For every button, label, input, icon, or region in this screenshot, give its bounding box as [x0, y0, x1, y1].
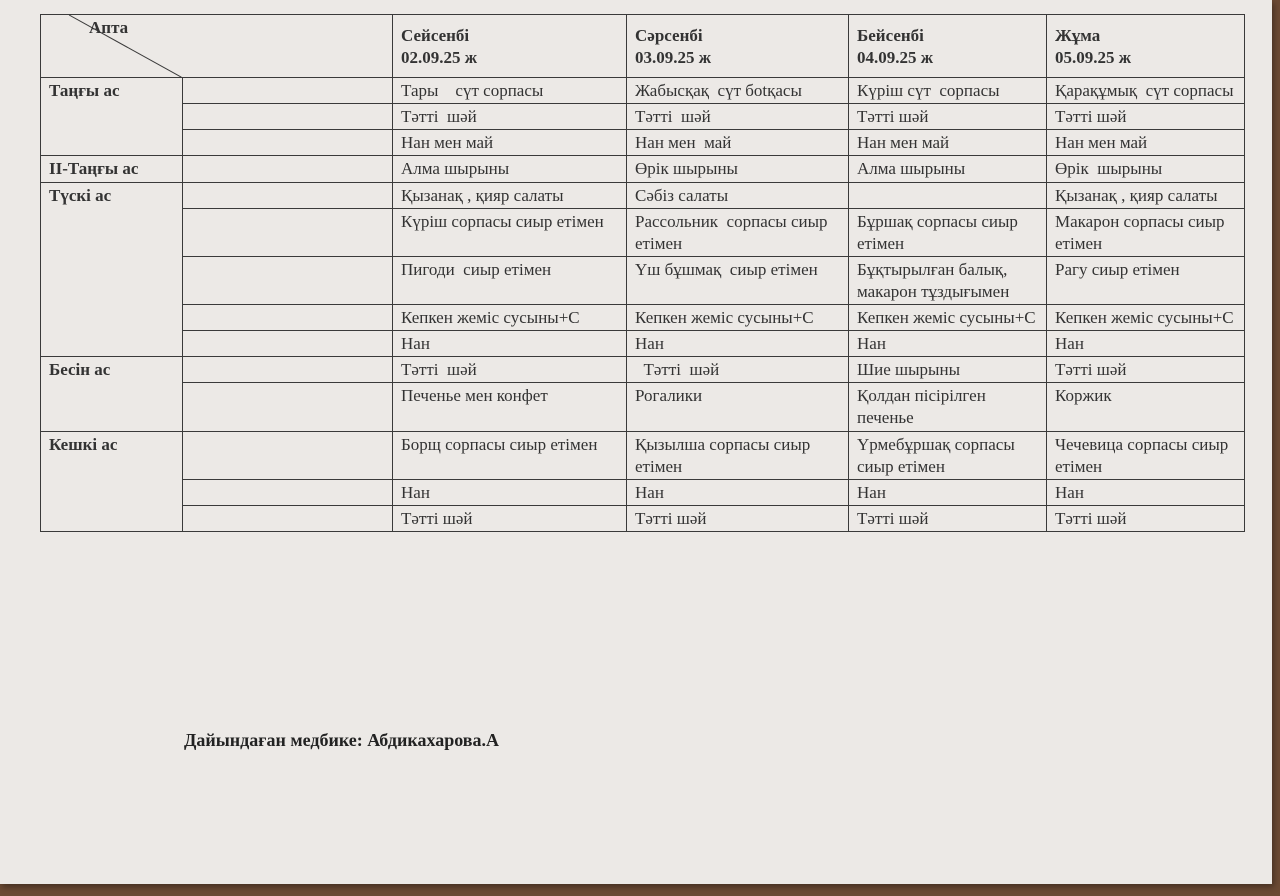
dish-cell: Печенье мен конфет	[393, 383, 627, 431]
dish-cell: Нан	[393, 479, 627, 505]
empty-cell	[183, 431, 393, 479]
week-label: Апта	[89, 18, 129, 37]
dish-cell: Тәтті шәй	[849, 104, 1047, 130]
dish-cell: Нан	[627, 331, 849, 357]
dish-cell: Кепкен жеміс сусыны+С	[849, 305, 1047, 331]
dish-cell: Тәтті шәй	[627, 505, 849, 531]
dish-cell: Кепкен жеміс сусыны+С	[393, 305, 627, 331]
prepared-by-signature: Дайындаған медбике: Абдикахарова.А	[184, 730, 499, 750]
empty-cell	[183, 182, 393, 208]
dish-cell: Күріш сорпасы сиыр етімен	[393, 208, 627, 256]
empty-cell	[183, 104, 393, 130]
dish-cell: Нан	[627, 479, 849, 505]
dish-cell: Рагу сиыр етімен	[1047, 256, 1245, 304]
dish-cell: Нан	[1047, 479, 1245, 505]
dish-cell: Алма шырыны	[393, 156, 627, 182]
menu-row	[41, 479, 1245, 505]
empty-cell	[183, 208, 393, 256]
weekly-menu-table	[40, 14, 1245, 532]
menu-row	[41, 208, 1245, 256]
empty-cell	[183, 256, 393, 304]
dish-cell: Өрік шырыны	[627, 156, 849, 182]
dish-cell: Шие шырыны	[849, 357, 1047, 383]
dish-cell: Қарақұмық сүт сорпасы	[1047, 78, 1245, 104]
empty-cell	[183, 357, 393, 383]
dish-cell: Макарон сорпасы сиыр етімен	[1047, 208, 1245, 256]
dish-cell: Өрік шырыны	[1047, 156, 1245, 182]
dish-cell: Тары сүт сорпасы	[393, 78, 627, 104]
dish-cell: Нан мен май	[1047, 130, 1245, 156]
empty-cell	[183, 505, 393, 531]
day-header-thursday	[849, 15, 1047, 78]
dish-cell: Бұқтырылған балық, макарон тұздығымен	[849, 256, 1047, 304]
dish-cell: Тәтті шәй	[1047, 505, 1245, 531]
dish-cell: Нан	[849, 331, 1047, 357]
empty-cell	[183, 130, 393, 156]
menu-row	[41, 130, 1245, 156]
menu-row	[41, 357, 1245, 383]
day-date: 02.09.25 ж	[401, 48, 478, 68]
dish-cell: Күріш сүт сорпасы	[849, 78, 1047, 104]
dish-cell: Үрмебұршақ сорпасы сиыр етімен	[849, 431, 1047, 479]
menu-row	[41, 156, 1245, 182]
day-header-friday	[1047, 15, 1245, 78]
dish-cell: Нан	[1047, 331, 1245, 357]
empty-cell	[183, 479, 393, 505]
menu-row	[41, 182, 1245, 208]
empty-cell	[183, 156, 393, 182]
dish-cell: Тәтті шәй	[393, 104, 627, 130]
meal-label: ІІ-Таңғы ас	[41, 156, 183, 182]
menu-row	[41, 383, 1245, 431]
day-date: 03.09.25 ж	[635, 48, 712, 68]
menu-row	[41, 305, 1245, 331]
dish-cell: Қызылша сорпасы сиыр етімен	[627, 431, 849, 479]
day-header-wednesday	[627, 15, 849, 78]
menu-body	[41, 78, 1245, 532]
day-name: Сейсенбі	[401, 26, 470, 45]
dish-cell: Үш бұшмақ сиыр етімен	[627, 256, 849, 304]
header-row	[41, 15, 1245, 78]
menu-row	[41, 331, 1245, 357]
dish-cell: Нан мен май	[627, 130, 849, 156]
meal-label: Таңғы ас	[41, 78, 183, 156]
empty-cell	[183, 305, 393, 331]
day-name: Жұма	[1055, 26, 1101, 45]
dish-cell: Коржик	[1047, 383, 1245, 431]
menu-row	[41, 256, 1245, 304]
dish-cell: Нан	[393, 331, 627, 357]
day-name: Сәрсенбі	[635, 26, 703, 45]
dish-cell: Кепкен жеміс сусыны+С	[1047, 305, 1245, 331]
dish-cell: Қолдан пісірілген печенье	[849, 383, 1047, 431]
dish-cell: Қызанақ , қияр салаты	[1047, 182, 1245, 208]
dish-cell: Нан	[849, 479, 1047, 505]
dish-cell: Қызанақ , қияр салаты	[393, 182, 627, 208]
dish-cell: Пигоди сиыр етімен	[393, 256, 627, 304]
empty-cell	[183, 78, 393, 104]
empty-cell	[183, 331, 393, 357]
meal-label: Кешкі ас	[41, 431, 183, 531]
dish-cell: Алма шырыны	[849, 156, 1047, 182]
dish-cell: Тәтті шәй	[627, 104, 849, 130]
dish-cell: Тәтті шәй	[393, 357, 627, 383]
dish-cell: Рогалики	[627, 383, 849, 431]
meal-label: Түскі ас	[41, 182, 183, 357]
week-header-cell	[41, 15, 393, 78]
dish-cell: Рассольник сорпасы сиыр етімен	[627, 208, 849, 256]
menu-row	[41, 431, 1245, 479]
dish-cell: Тәтті шәй	[849, 505, 1047, 531]
day-date: 04.09.25 ж	[857, 48, 934, 68]
dish-cell: Тәтті шәй	[1047, 357, 1245, 383]
dish-cell: Тәтті шәй	[1047, 104, 1245, 130]
dish-cell: Сәбіз салаты	[627, 182, 849, 208]
menu-row	[41, 104, 1245, 130]
menu-row	[41, 505, 1245, 531]
empty-cell	[183, 383, 393, 431]
dish-cell: Кепкен жеміс сусыны+С	[627, 305, 849, 331]
dish-cell: Нан мен май	[393, 130, 627, 156]
dish-cell	[849, 182, 1047, 208]
dish-cell: Бұршақ сорпасы сиыр етімен	[849, 208, 1047, 256]
dish-cell: Нан мен май	[849, 130, 1047, 156]
day-header-tuesday	[393, 15, 627, 78]
dish-cell: Жабысқақ сүт боtқасы	[627, 78, 849, 104]
dish-cell: Тәтті шәй	[393, 505, 627, 531]
dish-cell: Чечевица сорпасы сиыр етімен	[1047, 431, 1245, 479]
day-name: Бейсенбі	[857, 26, 924, 45]
dish-cell: Тәтті шәй	[627, 357, 849, 383]
day-date: 05.09.25 ж	[1055, 48, 1132, 68]
dish-cell: Борщ сорпасы сиыр етімен	[393, 431, 627, 479]
meal-label: Бесін ас	[41, 357, 183, 431]
menu-row	[41, 78, 1245, 104]
